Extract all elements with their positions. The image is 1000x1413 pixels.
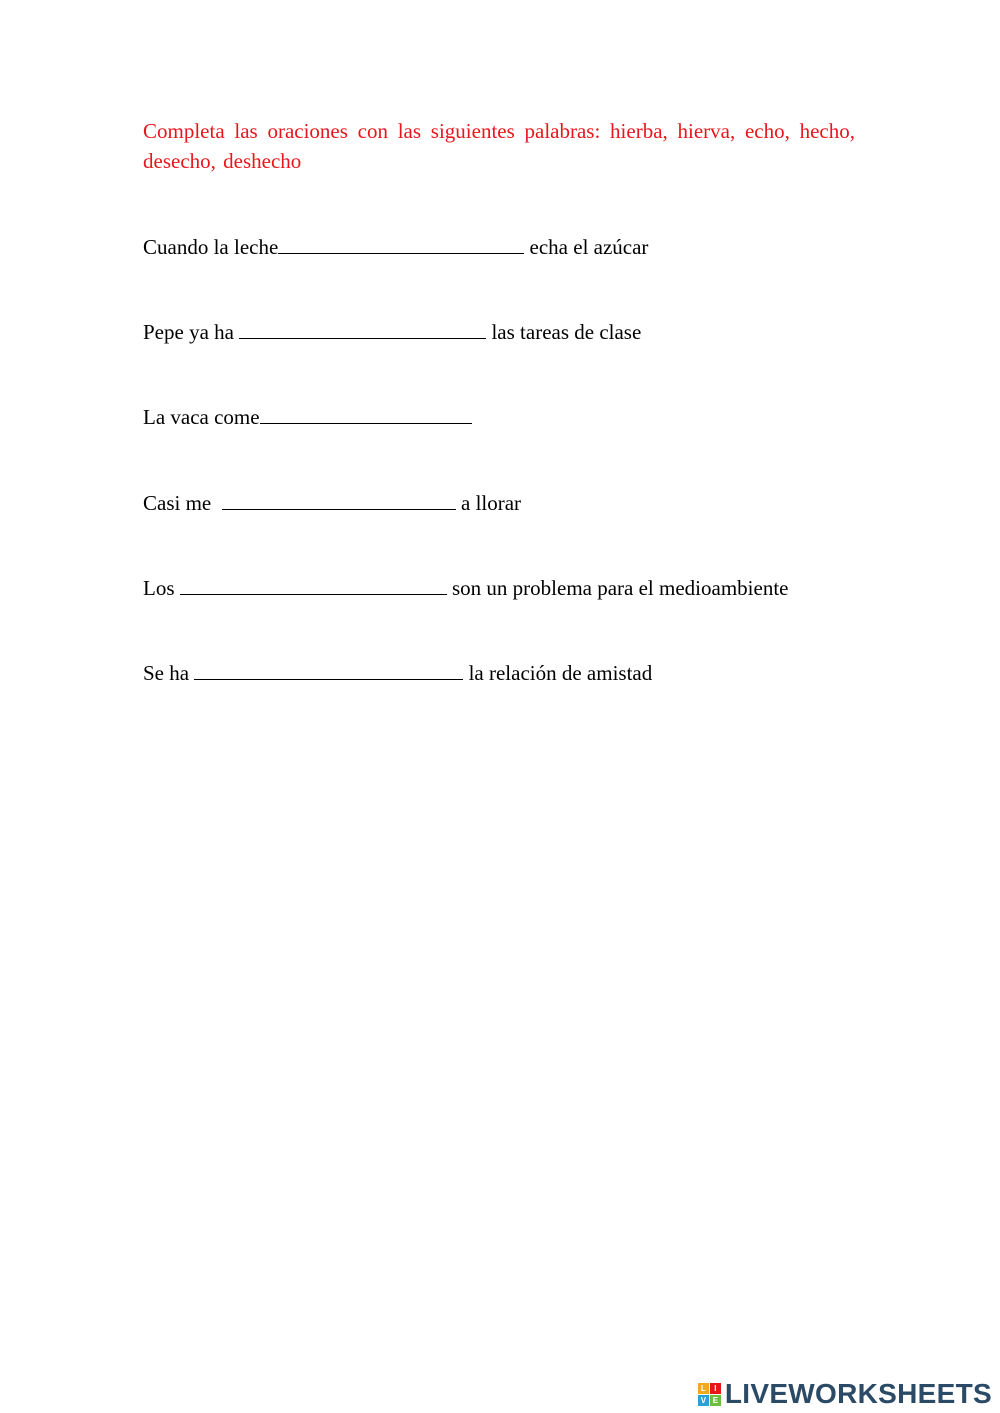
sentence-4-before: Casi me (143, 491, 222, 515)
logo-letter-e: E (710, 1395, 721, 1406)
sentence-2-after: las tareas de clase (486, 320, 642, 344)
sentence-1-after: echa el azúcar (524, 235, 649, 259)
sentence-5-after: son un problema para el medioambiente (446, 576, 789, 600)
sentence-5 (143, 574, 788, 602)
sentence-3-blank[interactable] (260, 403, 472, 424)
sentence-5-before: Los (143, 576, 180, 600)
sentence-6-after: la relación de amistad (463, 661, 653, 685)
instructions-text: Completa las oraciones con las siguientes palabras: hierba, hierva, echo, hecho, desecho, deshecho (143, 119, 855, 173)
sentence-1-blank[interactable] (278, 233, 524, 254)
logo-letter-v: V (698, 1395, 709, 1406)
sentence-4-blank[interactable] (222, 489, 456, 510)
logo-text: LIVEWORKSHEETS (724, 1378, 992, 1409)
sentence-5-blank[interactable] (180, 574, 447, 595)
sentence-4 (143, 489, 521, 517)
sentence-2-before: Pepe ya ha (143, 320, 240, 344)
sentence-4-after: a llorar (455, 491, 522, 515)
liveworksheets-logo (698, 1378, 992, 1409)
sentence-2-blank[interactable] (239, 318, 486, 339)
sentence-2 (143, 318, 641, 346)
sentence-6-before: Se ha (143, 661, 195, 685)
logo-mark-icon (698, 1383, 721, 1406)
sentence-1-before: Cuando la leche (143, 235, 279, 259)
sentence-3-before: La vaca come (143, 405, 260, 429)
logo-letter-l: L (698, 1383, 709, 1394)
sentence-3 (143, 403, 472, 431)
sentence-6-blank[interactable] (194, 659, 463, 680)
sentence-6 (143, 659, 652, 687)
logo-letter-i: I (710, 1383, 721, 1394)
sentence-1 (143, 233, 648, 261)
